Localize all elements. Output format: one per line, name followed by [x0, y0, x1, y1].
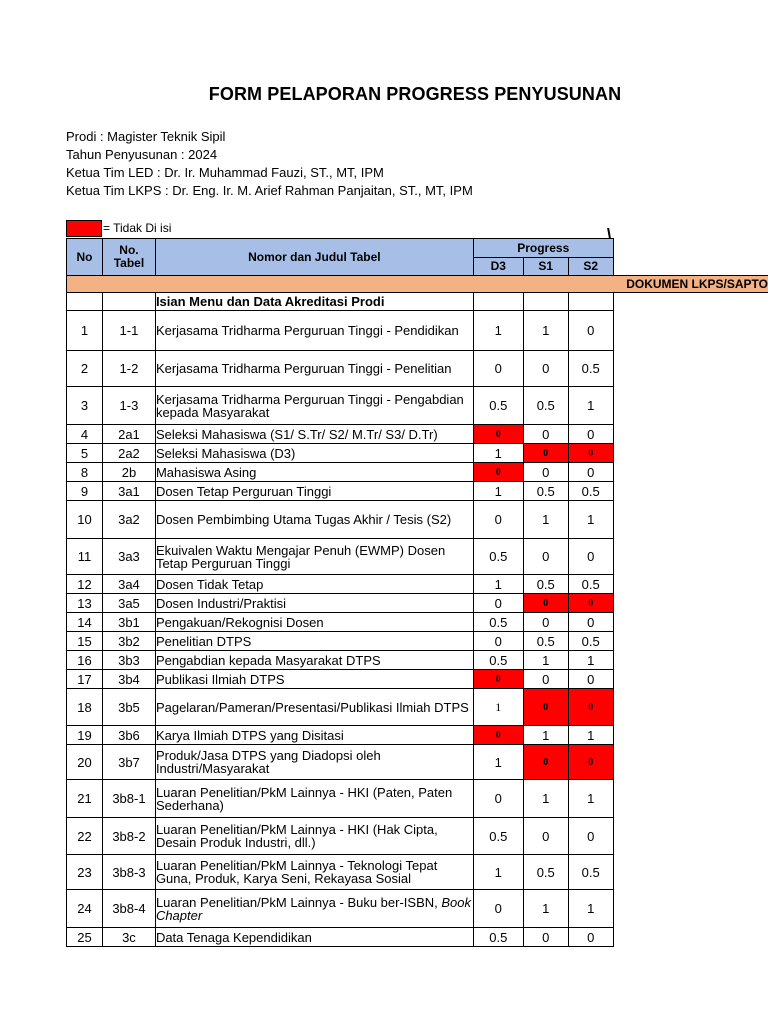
progress-s2: 0: [568, 745, 613, 780]
subheader-empty-s2: [568, 293, 613, 311]
progress-s1: 1: [523, 890, 568, 928]
row-no: 10: [67, 501, 103, 539]
header-d3: D3: [473, 258, 523, 276]
header-s2: S2: [568, 258, 613, 276]
progress-s1: 0: [523, 670, 568, 689]
progress-d3: 1: [473, 745, 523, 780]
progress-d3: 0: [473, 632, 523, 651]
table-row: [67, 351, 768, 387]
row-tabel: 3b8-3: [102, 855, 155, 890]
progress-s2: 0: [568, 463, 613, 482]
row-judul: [155, 651, 473, 670]
progress-s2: 0: [568, 425, 613, 444]
progress-s1: 1: [523, 651, 568, 670]
subheader-empty-d3: [473, 293, 523, 311]
table-row: [67, 726, 768, 745]
progress-d3: 1: [473, 444, 523, 463]
progress-s1: 1: [523, 780, 568, 818]
row-spacer: [613, 613, 768, 632]
table-row: [67, 745, 768, 780]
row-no: 4: [67, 425, 103, 444]
row-tabel: 3b3: [102, 651, 155, 670]
progress-s2: 0.5: [568, 482, 613, 501]
row-no: 13: [67, 594, 103, 613]
row-spacer: [613, 482, 768, 501]
table-row: [67, 651, 768, 670]
progress-d3: 0.5: [473, 818, 523, 855]
row-judul: [155, 482, 473, 501]
row-judul: [155, 745, 473, 780]
progress-s2: 1: [568, 387, 613, 425]
progress-s1: 0: [523, 928, 568, 947]
row-no: 20: [67, 745, 103, 780]
row-judul-text: Penelitian DTPS: [155, 633, 252, 649]
table-row: [67, 928, 768, 947]
row-judul: [155, 387, 473, 425]
row-no: 1: [67, 311, 103, 351]
progress-d3: 0: [473, 351, 523, 387]
row-judul-text: Kerjasama Tridharma Perguruan Tinggi - Pendidikan: [155, 323, 459, 338]
progress-s1: 0: [523, 444, 568, 463]
row-judul: [155, 311, 473, 351]
progress-s1: 1: [523, 501, 568, 539]
progress-s2: 0: [568, 613, 613, 632]
table-row: [67, 670, 768, 689]
row-tabel: 3a4: [102, 575, 155, 594]
row-no: 12: [67, 575, 103, 594]
progress-s1: 0: [523, 351, 568, 387]
table-row: [67, 575, 768, 594]
progress-s1: 0: [523, 539, 568, 575]
row-no: 24: [67, 890, 103, 928]
row-judul-text: Mahasiswa Asing: [155, 464, 257, 480]
row-judul-text: Dosen Tidak Tetap: [155, 576, 264, 592]
row-spacer: [613, 745, 768, 780]
progress-s2: 1: [568, 651, 613, 670]
row-judul-text: Pengakuan/Rekognisi Dosen: [155, 614, 324, 630]
progress-d3: 1: [473, 311, 523, 351]
row-no: 19: [67, 726, 103, 745]
report-info: [66, 128, 473, 200]
row-spacer: [613, 425, 768, 444]
row-judul: [155, 928, 473, 947]
table-row: [67, 311, 768, 351]
row-judul-text: Produk/Jasa DTPS yang Diadopsi oleh Industri/Masyarakat: [155, 748, 381, 776]
row-judul-text: Kerjasama Tridharma Perguruan Tinggi - Pengabdian kepada Masyarakat: [155, 391, 464, 420]
row-tabel: 3b4: [102, 670, 155, 689]
progress-d3: 1: [473, 482, 523, 501]
row-no: 11: [67, 539, 103, 575]
progress-s1: 0: [523, 689, 568, 726]
table-body: [67, 276, 768, 947]
row-spacer: [613, 444, 768, 463]
row-judul: [155, 670, 473, 689]
row-spacer: [613, 928, 768, 947]
section-title: DOKUMEN LKPS/SAPTO: [67, 276, 768, 293]
progress-s1: 0: [523, 425, 568, 444]
row-spacer: [613, 890, 768, 928]
row-judul-text: Seleksi Mahasiswa (S1/ S.Tr/ S2/ M.Tr/ S3/ D.Tr): [155, 426, 438, 442]
row-spacer: [613, 575, 768, 594]
progress-d3: 0: [473, 425, 523, 444]
row-judul-text: Pengabdian kepada Masyarakat DTPS: [155, 652, 381, 668]
row-judul-text: Luaran Penelitian/PkM Lainnya - Teknologi Tepat Guna, Produk, Karya Seni, Rekayasa Sosial: [155, 858, 438, 886]
subheader-empty-no: [67, 293, 103, 311]
progress-s2: 1: [568, 501, 613, 539]
row-judul: [155, 890, 473, 928]
row-spacer: [613, 780, 768, 818]
progress-d3: 0.5: [473, 613, 523, 632]
progress-s2: 0: [568, 594, 613, 613]
row-judul: [155, 539, 473, 575]
row-no: 23: [67, 855, 103, 890]
row-judul: [155, 855, 473, 890]
row-spacer: [613, 594, 768, 613]
row-judul-text: Pagelaran/Pameran/Presentasi/Publikasi Ilmiah DTPS: [155, 699, 469, 715]
row-tabel: 3a2: [102, 501, 155, 539]
progress-s2: 0: [568, 539, 613, 575]
row-judul: [155, 632, 473, 651]
row-no: 14: [67, 613, 103, 632]
row-tabel: 3b5: [102, 689, 155, 726]
row-tabel: 3a1: [102, 482, 155, 501]
row-spacer: [613, 351, 768, 387]
row-no: 21: [67, 780, 103, 818]
subheader-title: Isian Menu dan Data Akreditasi Prodi: [155, 293, 473, 311]
progress-d3: 1: [473, 855, 523, 890]
progress-d3: 1: [473, 575, 523, 594]
row-judul: [155, 575, 473, 594]
header-progress: Progress: [473, 239, 613, 258]
row-judul: [155, 463, 473, 482]
progress-d3: 0: [473, 501, 523, 539]
progress-s2: 0: [568, 818, 613, 855]
row-judul: [155, 594, 473, 613]
legend-red-swatch: [66, 220, 102, 237]
row-tabel: 3b8-2: [102, 818, 155, 855]
progress-d3: 0: [473, 670, 523, 689]
row-tabel: 3b6: [102, 726, 155, 745]
row-spacer: [613, 670, 768, 689]
row-spacer: [613, 651, 768, 670]
progress-d3: 0.5: [473, 539, 523, 575]
table-row: [67, 818, 768, 855]
row-judul: [155, 613, 473, 632]
row-tabel: 3a3: [102, 539, 155, 575]
progress-table: [66, 238, 768, 947]
header-spacer: [613, 239, 768, 258]
progress-s2: 0.5: [568, 632, 613, 651]
progress-d3: 0: [473, 780, 523, 818]
subheader-empty-tabel: [102, 293, 155, 311]
progress-s1: 0: [523, 613, 568, 632]
row-no: 25: [67, 928, 103, 947]
row-spacer: [613, 539, 768, 575]
progress-s2: 1: [568, 780, 613, 818]
subheader-empty-s1: [523, 293, 568, 311]
table-row: [67, 539, 768, 575]
progress-s2: 1: [568, 726, 613, 745]
row-judul-text: Seleksi Mahasiswa (D3): [155, 445, 296, 461]
table-row: [67, 501, 768, 539]
row-spacer: [613, 818, 768, 855]
row-tabel: 3b7: [102, 745, 155, 780]
row-no: 16: [67, 651, 103, 670]
row-judul-text: Karya Ilmiah DTPS yang Disitasi: [155, 727, 344, 743]
row-tabel: 2b: [102, 463, 155, 482]
ketua-lkps-text: Ketua Tim LKPS : Dr. Eng. Ir. M. Arief Rahman Panjaitan, ST., MT, IPM: [66, 183, 473, 198]
header-no: No: [67, 239, 103, 276]
row-judul-text: Dosen Industri/Praktisi: [155, 595, 286, 611]
progress-s2: 1: [568, 890, 613, 928]
row-judul-text: Kerjasama Tridharma Perguruan Tinggi - Penelitian: [155, 361, 452, 376]
page-title: FORM PELAPORAN PROGRESS PENYUSUNAN: [208, 84, 622, 104]
row-tabel: 3b2: [102, 632, 155, 651]
table-row: [67, 482, 768, 501]
table-row: [67, 613, 768, 632]
progress-d3: 0: [473, 890, 523, 928]
header-judul: Nomor dan Judul Tabel: [155, 239, 473, 276]
row-judul: [155, 501, 473, 539]
stray-mark: [607, 228, 611, 238]
progress-s1: 0.5: [523, 855, 568, 890]
row-spacer: [613, 311, 768, 351]
row-tabel: 1-1: [102, 311, 155, 351]
row-judul-text: Publikasi Ilmiah DTPS: [155, 671, 285, 687]
progress-s1: 1: [523, 726, 568, 745]
progress-d3: 0: [473, 594, 523, 613]
progress-s2: 0.5: [568, 855, 613, 890]
progress-s2: 0: [568, 670, 613, 689]
row-no: 17: [67, 670, 103, 689]
progress-s1: 0: [523, 818, 568, 855]
row-no: 9: [67, 482, 103, 501]
row-judul-text: Luaran Penelitian/PkM Lainnya - HKI (Paten, Paten Sederhana): [155, 784, 453, 813]
row-no: 18: [67, 689, 103, 726]
progress-d3: 0.5: [473, 651, 523, 670]
table-row: [67, 780, 768, 818]
row-no: 5: [67, 444, 103, 463]
row-tabel: 3b8-1: [102, 780, 155, 818]
row-tabel: 3b8-4: [102, 890, 155, 928]
table-row: [67, 890, 768, 928]
progress-s2: 0: [568, 444, 613, 463]
row-spacer: [613, 501, 768, 539]
row-judul: [155, 726, 473, 745]
progress-d3: 0.5: [473, 928, 523, 947]
table-row: [67, 425, 768, 444]
progress-s1: 0.5: [523, 482, 568, 501]
header-spacer: [613, 258, 768, 276]
ketua-led-text: Ketua Tim LED : Dr. Ir. Muhammad Fauzi, ST., MT, IPM: [66, 165, 384, 180]
progress-s2: 0: [568, 311, 613, 351]
progress-d3: 0.5: [473, 387, 523, 425]
header-s1: S1: [523, 258, 568, 276]
progress-s2: 0.5: [568, 575, 613, 594]
progress-s2: 0.5: [568, 351, 613, 387]
row-spacer: [613, 855, 768, 890]
prodi-text: Prodi : Magister Teknik Sipil: [66, 129, 226, 144]
row-tabel: 1-2: [102, 351, 155, 387]
row-spacer: [613, 387, 768, 425]
row-judul-italic: Book Chapter: [155, 894, 472, 923]
progress-s1: 1: [523, 311, 568, 351]
row-spacer: [613, 726, 768, 745]
row-no: 8: [67, 463, 103, 482]
row-judul: [155, 689, 473, 726]
table-row: [67, 855, 768, 890]
row-spacer: [613, 293, 768, 311]
row-judul-text: Dosen Pembimbing Utama Tugas Akhir / Tesis (S2): [155, 512, 452, 527]
table-row: [67, 387, 768, 425]
progress-d3: 1: [473, 689, 523, 726]
row-judul-text: Data Tenaga Kependidikan: [155, 929, 312, 945]
row-tabel: 1-3: [102, 387, 155, 425]
row-no: 22: [67, 818, 103, 855]
row-tabel: 3a5: [102, 594, 155, 613]
row-spacer: [613, 689, 768, 726]
row-judul-text: Luaran Penelitian/PkM Lainnya - Buku ber-ISBN,: [155, 894, 442, 910]
row-judul-text: Ekuivalen Waktu Mengajar Penuh (EWMP) Dosen Tetap Perguruan Tinggi: [155, 542, 446, 571]
progress-d3: 0: [473, 463, 523, 482]
progress-d3: 0: [473, 726, 523, 745]
row-judul: [155, 818, 473, 855]
progress-s1: 0: [523, 463, 568, 482]
row-judul: [155, 780, 473, 818]
progress-s1: 0: [523, 594, 568, 613]
row-judul-text: Luaran Penelitian/PkM Lainnya - HKI (Hak Cipta, Desain Produk Industri, dll.): [155, 822, 438, 850]
progress-s1: 0.5: [523, 387, 568, 425]
row-tabel: 2a2: [102, 444, 155, 463]
tahun-text: Tahun Penyusunan : 2024: [66, 147, 218, 162]
row-tabel: 3b1: [102, 613, 155, 632]
progress-s1: 0.5: [523, 632, 568, 651]
table-row: [67, 689, 768, 726]
progress-s2: 0: [568, 689, 613, 726]
table-row: [67, 463, 768, 482]
row-no: 15: [67, 632, 103, 651]
row-tabel: 3c: [102, 928, 155, 947]
progress-s1: 0: [523, 745, 568, 780]
row-judul: [155, 444, 473, 463]
row-no: 3: [67, 387, 103, 425]
table-row: [67, 632, 768, 651]
row-spacer: [613, 632, 768, 651]
table-row: [67, 444, 768, 463]
row-tabel: 2a1: [102, 425, 155, 444]
row-judul-text: Dosen Tetap Perguruan Tinggi: [155, 483, 332, 499]
progress-s2: 0: [568, 928, 613, 947]
progress-s1: 0.5: [523, 575, 568, 594]
header-no-tabel: No. Tabel: [102, 239, 155, 276]
row-judul: [155, 425, 473, 444]
table-row: [67, 594, 768, 613]
row-spacer: [613, 463, 768, 482]
row-judul: [155, 351, 473, 387]
legend-label: = Tidak Di isi: [103, 221, 172, 235]
row-no: 2: [67, 351, 103, 387]
